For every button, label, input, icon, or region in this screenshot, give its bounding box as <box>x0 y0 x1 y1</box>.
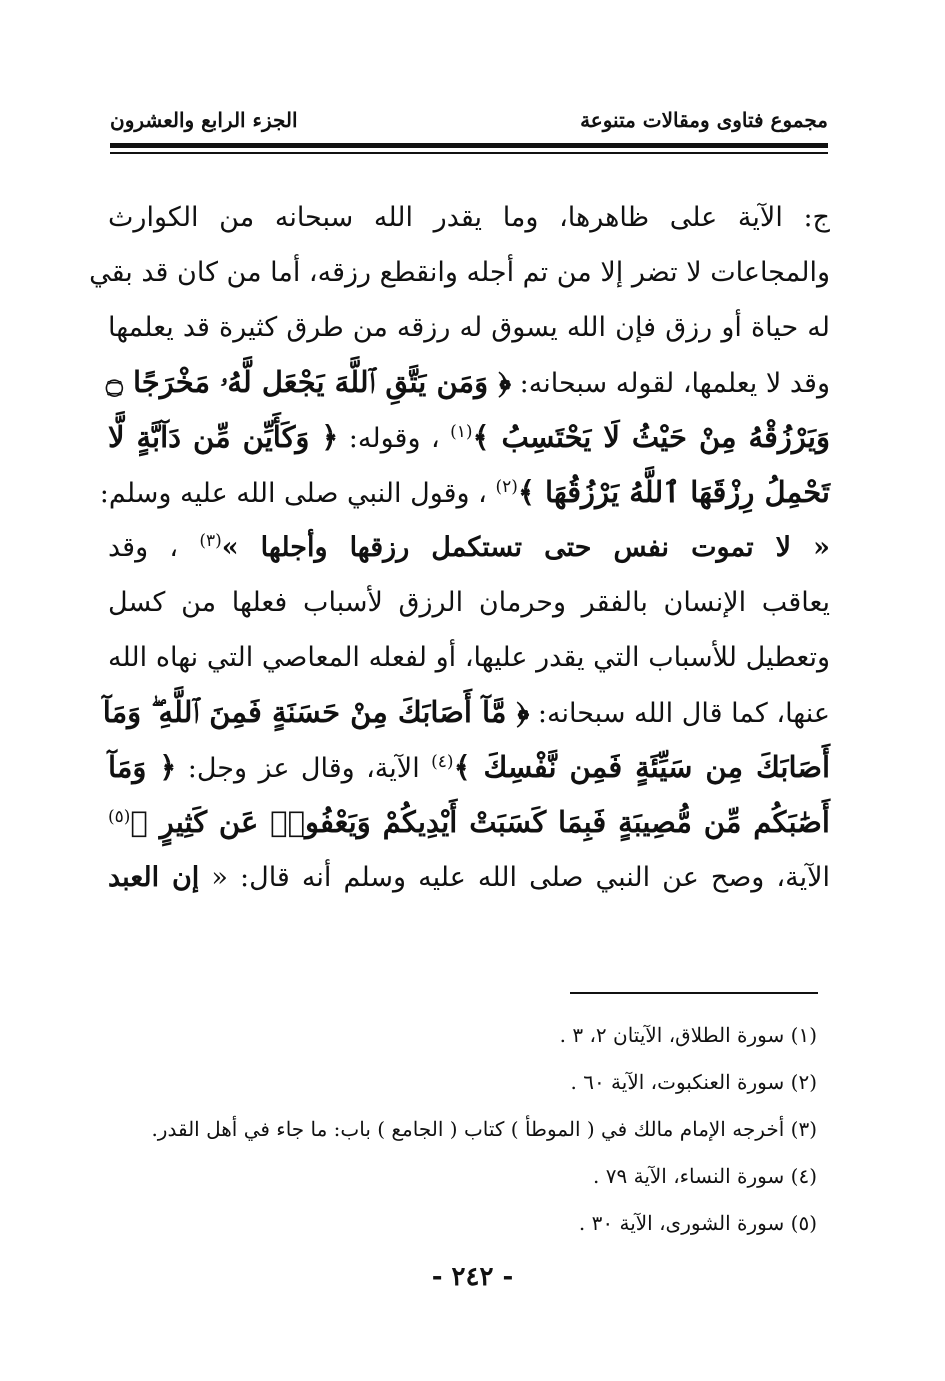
text-line <box>102 685 830 740</box>
footnote-ref: (٢) <box>495 477 518 497</box>
text-line <box>108 520 830 575</box>
footnote-separator <box>570 992 818 994</box>
text-run: وقد لا يعلمها، لقوله سبحانه: <box>511 368 830 399</box>
text-line <box>108 300 830 355</box>
text-line <box>105 355 830 410</box>
header-rule-thin <box>110 152 828 154</box>
quran-verse: ﴿ وَمَآ <box>108 750 177 784</box>
quran-verse: ﴿ وَمَن يَتَّقِ ٱللَّهَ يَجْعَل لَّهُۥ مَخْرَجًا ۝ <box>105 365 512 399</box>
footnote-ref: (١) <box>450 422 473 442</box>
text-run: والمجاعات لا تضر إلا من تم أجله وانقطع رزقه، أما من كان قد بقي <box>89 257 830 288</box>
running-header <box>110 108 828 138</box>
text-line <box>108 575 830 630</box>
footnote-ref: (٥) <box>108 807 131 827</box>
text-run: ، وقول النبي صلى الله عليه وسلم: <box>99 478 496 509</box>
header-rule-thick <box>110 143 828 148</box>
footnote: (٢) سورة العنكبوت، الآية ٦٠ . <box>570 1070 817 1094</box>
text-line <box>108 850 830 905</box>
text-run: عنها، كما قال الله سبحانه: <box>529 698 830 729</box>
volume-label: الجزء الرابع والعشرون <box>110 108 298 132</box>
footnote-ref: (٣) <box>199 531 222 551</box>
book-title: مجموع فتاوى ومقالات متنوعة <box>580 108 828 132</box>
hadith-quote: « لا تموت نفس حتى تستكمل رزقها وأجلها » <box>221 532 831 563</box>
footnote: (٥) سورة الشورى، الآية ٣٠ . <box>578 1211 817 1235</box>
text-run: الآية، وقال عز وجل: <box>176 753 432 784</box>
text-run: الآية، وصح عن النبي صلى الله عليه وسلم أنه قال: « <box>199 862 830 893</box>
page-number: - ٢٤٢ - <box>431 1262 514 1292</box>
text-run: وتعطيل للأسباب التي يقدر عليها، أو لفعله المعاصي التي نهاه الله <box>108 642 830 673</box>
text-run: له حياة أو رزق فإن الله يسوق له رزقه من طرق كثيرة قد يعلمها <box>108 312 830 343</box>
quran-verse: أَصَابَكَ مِن سَيِّئَةٍ فَمِن نَّفْسِكَ ﴾ <box>453 750 831 784</box>
text-line <box>108 410 830 465</box>
footnote-ref: (٤) <box>431 752 454 772</box>
hadith-quote: إن العبد <box>108 862 200 893</box>
footnote: (٤) سورة النساء، الآية ٧٩ . <box>593 1164 817 1188</box>
quran-verse: وَيَرْزُقْهُ مِنْ حَيْثُ لَا يَحْتَسِبُ ﴾ <box>472 420 830 454</box>
text-line <box>108 795 830 850</box>
text-line <box>108 630 830 685</box>
footnote: (١) سورة الطلاق، الآيتان ٢، ٣ . <box>559 1023 817 1047</box>
quran-verse: تَحْمِلُ رِزْقَهَا ٱللَّهُ يَرْزُقُهَا ﴾ <box>517 475 830 509</box>
text-line <box>108 190 830 245</box>
footnote: (٣) أخرجه الإمام مالك في ( الموطأ ) كتاب ( الجامع ) باب: ما جاء في أهل القدر. <box>151 1117 817 1141</box>
text-run: ج: الآية على ظاهرها، وما يقدر الله سبحانه من الكوارث <box>108 202 830 233</box>
text-run: يعاقب الإنسان بالفقر وحرمان الرزق لأسباب فعلها من كسل <box>108 587 830 618</box>
quran-verse: ﴿ وَكَأَيِّن مِّن دَآبَّةٍ لَّا <box>108 420 339 454</box>
body-text <box>89 190 831 905</box>
text-line <box>89 245 830 300</box>
quran-verse: أَصَٰبَكُم مِّن مُّصِيبَةٍ فَبِمَا كَسَبَتْ أَيْدِيكُمْ وَيَعْفُوا۟ عَن كَثِيرٍ ﴾ <box>130 805 830 839</box>
footnotes <box>117 1012 817 1247</box>
quran-verse: ﴿ مَّآ أَصَابَكَ مِنْ حَسَنَةٍ فَمِنَ ٱللَّهِ ۖ وَمَآ <box>102 695 530 729</box>
text-run: ، وقوله: <box>338 423 451 454</box>
text-line <box>108 740 830 795</box>
text-run: ، وقد <box>108 532 200 563</box>
text-line <box>99 465 830 520</box>
